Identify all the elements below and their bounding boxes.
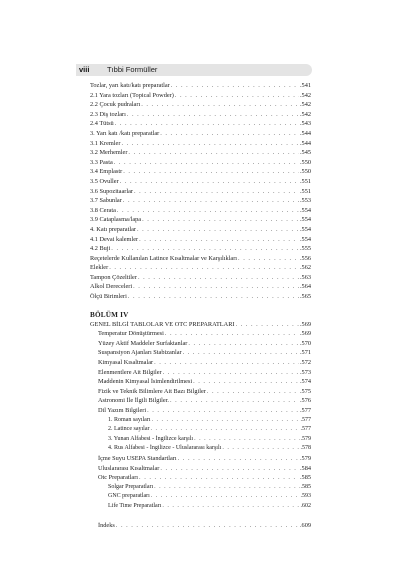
- toc-entry-page: .545: [299, 149, 311, 157]
- toc-entry-label: Reçetelerde Kullanılan Latince Kısaltmalar ve Karşılıkları: [90, 254, 238, 262]
- toc-entry-page: .554: [299, 225, 311, 233]
- toc-entry-page: .550: [299, 158, 311, 166]
- toc-entry-page: .584: [299, 464, 311, 472]
- dot-leader: [139, 235, 299, 245]
- toc-entry-label: Tozlar, yarı katı/katı preparatlar: [90, 82, 170, 89]
- dot-leader: [127, 110, 299, 120]
- toc-entry: [90, 368, 311, 378]
- toc-entry-page: .554: [299, 235, 311, 243]
- dot-leader: [170, 396, 299, 406]
- toc-entry-page: .585: [299, 474, 311, 482]
- dot-leader: [236, 320, 299, 330]
- toc-entry-label: Ölçü Birimleri: [90, 293, 127, 301]
- toc-entry: [90, 492, 311, 502]
- toc-entry-page: .554: [299, 216, 311, 224]
- dot-leader: [207, 387, 299, 397]
- toc-entry-page: .572: [299, 359, 311, 367]
- toc-entry-label: 3.6 Supozitaarlar: [90, 187, 134, 195]
- toc-entry: [90, 425, 311, 435]
- toc-entry: [90, 282, 311, 292]
- dot-leader: [188, 339, 299, 349]
- toc-entry: [90, 187, 311, 197]
- dot-leader: [151, 492, 300, 502]
- toc-entry: [90, 263, 311, 273]
- toc-entry: [90, 273, 311, 283]
- toc-entry-page: .609: [299, 521, 311, 529]
- dot-leader: [109, 263, 299, 273]
- dot-leader: [111, 244, 299, 254]
- dot-leader: [114, 158, 299, 168]
- toc-entry-label: 3.2 Merhemler: [90, 149, 128, 157]
- toc-entry: [90, 396, 311, 406]
- toc-entry-page: .593: [300, 493, 311, 500]
- dot-leader: [134, 187, 299, 197]
- toc-entry-page: .554: [299, 206, 311, 214]
- dot-leader: [128, 148, 299, 158]
- dot-leader: [147, 406, 299, 416]
- toc-list-part-4: [90, 320, 311, 530]
- toc-entry: [90, 292, 311, 302]
- toc-entry-label: Alkol Dereceleri: [90, 283, 133, 291]
- toc-entry: [90, 387, 311, 397]
- dot-leader: [178, 454, 299, 464]
- toc-entry-page: .542: [299, 91, 311, 99]
- toc-entry: [90, 406, 311, 416]
- toc-entry-page: .544: [299, 129, 311, 137]
- toc-entry: [90, 110, 311, 120]
- toc-entry-label: 2.4 Tütsü: [90, 120, 114, 128]
- toc-entry: [90, 329, 311, 339]
- toc-entry-label: Astronomi İle İlgili Bilgiler.: [98, 397, 170, 405]
- toc-entry-page: .542: [299, 110, 311, 118]
- toc-entry-label: Tampon Çözeltiler: [90, 273, 137, 281]
- toc-entry-label: 3.3 Pasta: [90, 158, 113, 166]
- toc-entry: [90, 473, 311, 483]
- toc-entry-page: .579: [299, 454, 311, 462]
- toc-entry-page: .569: [299, 320, 311, 328]
- toc-entry-label: 3.8 Cerata: [90, 206, 116, 214]
- toc-entry-page: .573: [299, 368, 311, 376]
- toc-entry: [90, 244, 311, 254]
- toc-entry-label: Solgar Preparatları: [108, 483, 154, 490]
- toc-entry-page: .544: [299, 139, 311, 147]
- toc-entry-page: .553: [299, 197, 311, 205]
- dot-leader: [142, 215, 299, 225]
- toc-entry: [90, 196, 311, 206]
- toc-entry: [90, 177, 311, 187]
- dot-leader: [123, 167, 299, 177]
- toc-entry: [90, 521, 311, 531]
- toc-entry-page: .556: [299, 254, 311, 262]
- toc-entry-page: .576: [299, 397, 311, 405]
- toc-entry-page: .570: [299, 339, 311, 347]
- toc-entry-label: 3.4 Emplastr: [90, 168, 123, 176]
- toc-entry-page: .602: [300, 502, 311, 509]
- toc-entry: [90, 454, 311, 464]
- dot-leader: [162, 502, 299, 512]
- toc-entry-label: 4. Katı preparatlar: [90, 225, 136, 233]
- dot-leader: [117, 206, 299, 216]
- toc-entry: [90, 444, 311, 454]
- dot-leader: [121, 139, 299, 149]
- toc-entry-page: .550: [299, 168, 311, 176]
- toc-entry-label: 3. Yunan Alfabesi - İngilizce karşılı: [108, 435, 194, 442]
- toc-entry-label: 3.5 Ovuller: [90, 177, 119, 185]
- dot-leader: [150, 425, 299, 435]
- toc-entry-page: .575: [299, 387, 311, 395]
- toc-entry: [90, 339, 311, 349]
- toc-entry-label: Uluslararası Kısaltmalar: [98, 464, 160, 472]
- toc-entry-label: GNC preparatları: [108, 493, 150, 500]
- dot-leader: [193, 377, 299, 387]
- toc-entry-label: Elekler: [90, 264, 109, 272]
- toc-entry: [90, 129, 311, 139]
- toc-entry: [90, 502, 311, 512]
- dot-leader: [222, 444, 299, 454]
- toc-entry-label: 3. Yarı katı /katı preparatlar: [90, 129, 160, 137]
- toc-entry-page: .579: [300, 435, 311, 442]
- toc-entry: [90, 148, 311, 158]
- dot-leader: [120, 177, 299, 187]
- toc-entry: [90, 215, 311, 225]
- toc-entry-label: 4. Rus Alfabesi - İngilizce - Uluslararası karşılı: [108, 445, 222, 452]
- toc-entry-page: .578: [300, 445, 311, 452]
- dot-leader: [115, 119, 299, 129]
- dot-leader: [116, 521, 299, 531]
- dot-leader: [154, 358, 299, 368]
- toc-entry-label: Otc Preparatları: [98, 474, 139, 482]
- dot-leader: [123, 196, 299, 206]
- dot-leader: [141, 100, 299, 110]
- dot-leader: [139, 473, 299, 483]
- toc-entry: [90, 358, 311, 368]
- book-title: Tıbbi Formüller: [107, 65, 158, 74]
- toc-entry-page: .564: [299, 283, 311, 291]
- toc-entry: [90, 348, 311, 358]
- toc-entry: [90, 167, 311, 177]
- toc-entry-page: .569: [299, 330, 311, 338]
- dot-leader: [128, 292, 299, 302]
- toc-entry-page: .563: [299, 273, 311, 281]
- dot-leader: [154, 483, 299, 493]
- toc-entry-label: 2. Latince sayılar: [108, 426, 150, 433]
- dot-leader: [194, 435, 299, 445]
- toc-entry-page: .551: [299, 187, 311, 195]
- toc-entry-label: İçme Suyu USEPA Standartları: [98, 454, 177, 462]
- toc-entry-label: Dil Yazım Bilgileri: [98, 407, 147, 414]
- dot-leader: [160, 464, 299, 474]
- toc-entry-label: 2.3 Diş tozları: [90, 110, 126, 118]
- toc-entry-label: Elenmentlere Ait Bilgiler: [98, 368, 162, 376]
- toc-entry: [90, 416, 311, 426]
- toc-entry-label: Yüzey Aktif Maddeler Surfaktanlar: [98, 339, 188, 347]
- toc-entry-label: 3.7 Sabunlar: [90, 197, 122, 205]
- toc-entry-page: .585: [300, 483, 311, 490]
- toc-entry: [90, 139, 311, 149]
- toc-entry: [90, 320, 311, 330]
- toc-entry-label: Life Time Preparatları: [108, 502, 162, 509]
- dot-leader: [152, 416, 300, 426]
- toc-entry-page: .541: [299, 82, 311, 89]
- toc-entry-label: 4.1 Devai kalemler: [90, 235, 139, 243]
- toc-entry: [90, 119, 311, 129]
- toc-entry-label: 3.9 Cataplasma/lapa: [90, 216, 142, 224]
- page-number: viii: [79, 65, 90, 74]
- dot-leader: [175, 91, 299, 101]
- toc-entry-label: İndeks: [98, 521, 115, 529]
- toc-entry-page: .577: [300, 416, 311, 423]
- toc-entry-page: .542: [299, 101, 311, 109]
- toc-list-part-3: [90, 81, 311, 302]
- toc-entry: [90, 91, 311, 101]
- dot-leader: [238, 254, 299, 264]
- toc-entry-page: .574: [299, 378, 311, 386]
- toc-entry-label: Fizik ve Teknik Bilimlere Ait Bazı Bilgiler: [98, 387, 206, 395]
- toc-entry-label: 1. Roman sayıları: [108, 416, 151, 423]
- toc-entry-page: .577: [300, 426, 311, 433]
- section-heading: BÖLÜM IV: [90, 310, 129, 319]
- toc-entry-label: 4.2 Buji: [90, 245, 111, 253]
- toc-entry-label: Suspansiyon Ajanları Stabizanlar: [98, 349, 182, 357]
- table-of-contents: [90, 81, 311, 530]
- toc-entry-label: Kimyasal Kısaltmalar: [98, 359, 154, 367]
- toc-entry-page: .551: [299, 177, 311, 185]
- toc-entry-label: GENEL BİLGİ TABLOLAR VE OTC PREPARATLARI: [90, 320, 235, 328]
- toc-entry: [90, 464, 311, 474]
- toc-entry-label: 2.1 Yara tozları (Topical Powder): [90, 91, 174, 99]
- toc-entry: [90, 100, 311, 110]
- toc-entry-page: .562: [299, 264, 311, 272]
- dot-leader: [171, 81, 299, 91]
- toc-entry: [90, 377, 311, 387]
- toc-entry-label: 2.2 Çocuk pudraları: [90, 101, 141, 109]
- toc-entry-page: .565: [299, 293, 311, 301]
- dot-leader: [137, 225, 299, 235]
- toc-entry-page: .577: [299, 407, 311, 414]
- dot-leader: [165, 329, 299, 339]
- toc-entry: [90, 225, 311, 235]
- toc-entry: [90, 81, 311, 91]
- toc-entry-page: .555: [299, 245, 311, 253]
- toc-entry: [90, 435, 311, 445]
- toc-entry-label: Temperatur Dönüştürmesi: [98, 330, 164, 338]
- dot-leader: [138, 273, 299, 283]
- dot-leader: [183, 348, 299, 358]
- toc-entry-page: .571: [299, 349, 311, 357]
- dot-leader: [133, 282, 299, 292]
- toc-entry: [90, 483, 311, 493]
- toc-entry-page: .543: [299, 120, 311, 128]
- toc-entry: [90, 235, 311, 245]
- toc-entry: [90, 158, 311, 168]
- dot-leader: [163, 368, 299, 378]
- toc-entry-label: 3.1 Kremler: [90, 139, 121, 147]
- toc-entry: [90, 206, 311, 216]
- toc-entry-label: Maddenin Kimyasal İsimlendirilmesi: [98, 378, 193, 386]
- toc-entry: [90, 254, 311, 264]
- dot-leader: [160, 129, 299, 139]
